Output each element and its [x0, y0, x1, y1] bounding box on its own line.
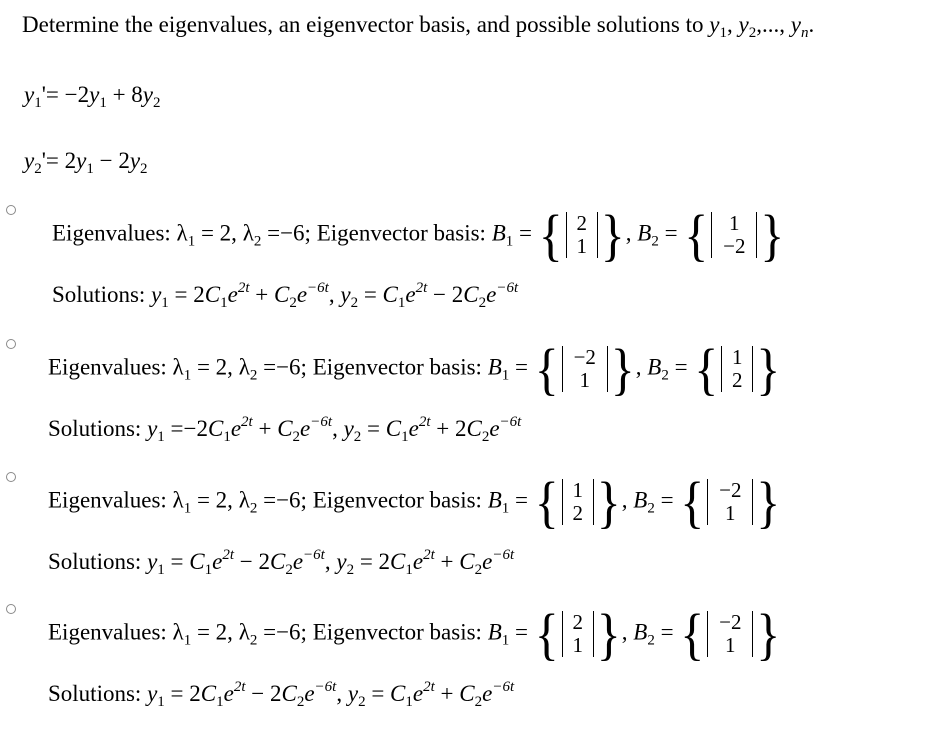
equation-2: $y_2'= 2y_1 - 2y_2$ — [24, 148, 148, 177]
equation-1: $y_1'= -2y_1 + 8y_2$ — [24, 82, 161, 111]
basis-vector-1: { 2 1 } — [534, 601, 621, 667]
eigen-line: Eigenvalues: $\lambda_1 = 2$, $\lambda_2 =-6$; Eigenvector basis: $B_1$ = { −2 1 } , $B_2$ = { 1 2 } — [48, 336, 781, 402]
option-radio[interactable] — [6, 339, 16, 349]
question-text: Determine the eigenvalues, an eigenvector basis, and possible solutions to $y_1$, $y_2$,..., $y_n$. — [22, 12, 815, 41]
basis-vector-2: { −2 1 } — [680, 469, 781, 535]
option-radio[interactable] — [6, 604, 16, 614]
solution-line: Solutions: $y_1 = 2C_1e^{2t} + C_2e^{-6t}$, $y_2 = C_1e^{2t} - 2C_2e^{-6t}$ — [52, 280, 519, 311]
basis-vector-1: { 1 2 } — [534, 469, 621, 535]
solution-line: Solutions: $y_1 = 2C_1e^{2t} - 2C_2e^{-6t}$, $y_2 = C_1e^{2t} + C_2e^{-6t}$ — [48, 679, 515, 710]
eigen-line: Eigenvalues: $\lambda_1 = 2$, $\lambda_2 =-6$; Eigenvector basis: $B_1$ = { 1 2 } , $B_2$ = { −2 1 } — [48, 469, 781, 535]
basis-vector-2: { −2 1 } — [680, 601, 781, 667]
basis-vector-2: { 1 −2 } — [684, 202, 785, 268]
eigen-line: Eigenvalues: $\lambda_1 = 2$, $\lambda_2 =-6$; Eigenvector basis: $B_1$ = { 2 1 } , $B_2$ = { 1 −2 } — [52, 202, 785, 268]
solution-line: Solutions: $y_1 = C_1e^{2t} - 2C_2e^{-6t}$, $y_2 = 2C_1e^{2t} + C_2e^{-6t}$ — [48, 547, 515, 578]
option-radio[interactable] — [6, 205, 16, 215]
option-radio[interactable] — [6, 472, 16, 482]
solution-line: Solutions: $y_1 =-2C_1e^{2t} + C_2e^{-6t}$, $y_2 = C_1e^{2t} + 2C_2e^{-6t}$ — [48, 414, 522, 445]
eigen-line: Eigenvalues: $\lambda_1 = 2$, $\lambda_2 =-6$; Eigenvector basis: $B_1$ = { 2 1 } , $B_2$ = { −2 1 } — [48, 601, 781, 667]
basis-vector-2: { 1 2 } — [694, 336, 781, 402]
basis-vector-1: { −2 1 } — [534, 336, 635, 402]
basis-vector-1: { 2 1 } — [538, 202, 625, 268]
